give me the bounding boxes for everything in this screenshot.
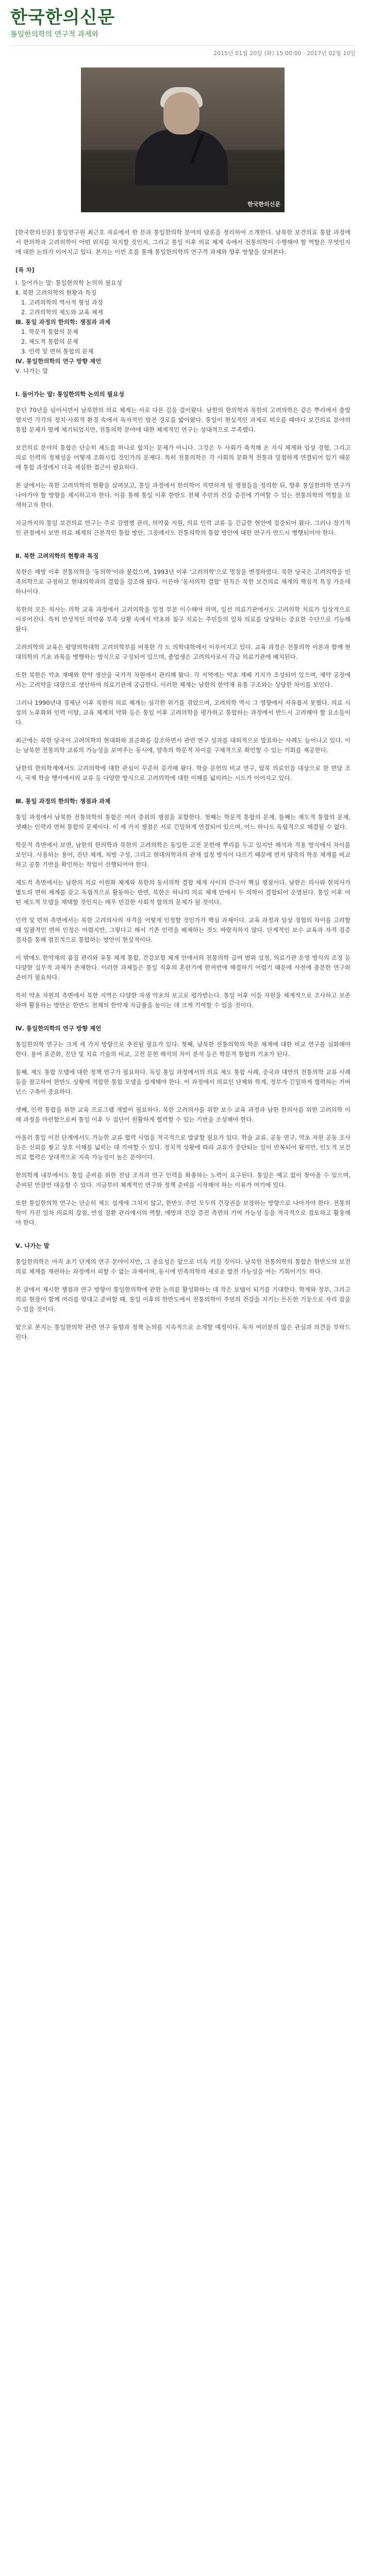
masthead [0,0,366,40]
body-paragraph: 제도적 측면에서는 남한의 의료 이원화 체계와 북한의 동서의학 결합 체계 사이의 간극이 핵심 쟁점이다. 남한은 의사와 한의사가 별도의 면허 체계를 갖고 독립적으로 활동하는 반면, 북한은 하나의 의료 체계 안에서 두 의학이 결합되어 운영된다. 통일 이후 어떤 제도적 모델을 채택할 것인지는 매우 민감한 사회적 합의의 문제가 될 것이다. [15,879,351,906]
toc-item[interactable]: Ⅴ. 나가는 말 [15,367,48,375]
section-title: Ⅳ. 통일한의학의 연구 방향 제언 [15,1025,102,1032]
body-paragraph: 남한의 한의학계에서도 고려의학에 대한 관심이 꾸준히 증가해 왔다. 학술 문헌의 비교 연구, 탈북 의료인을 대상으로 한 면담 조사, 국제 학술 행사에서의 교류 등 다양한 방식으로 고려의학에 대한 이해를 넓히려는 시도가 이어지고 있다. [15,765,351,782]
body-paragraph: 고려의학의 교육은 평양의학대학 고려의학부를 비롯한 각 도 의학대학에서 이루어지고 있다. 교육 과정은 전통의학 이론과 함께 현대의학의 기초 과목을 병행하는 방식으로 구성되어 있으며, 졸업생은 고려의사로서 각급 의료기관에 배치된다. [15,643,351,660]
section-title: Ⅰ. 들어가는 말: 통일한의학 논의의 필요성 [15,391,125,398]
toc-item[interactable]: Ⅰ. 들어가는 말: 통일한의학 논의의 필요성 [15,279,122,286]
body-paragraph: 통일한의학 연구는 크게 세 가지 방향으로 추진될 필요가 있다. 첫째, 남북한 전통의학의 학문 체계에 대한 비교 연구를 심화해야 한다. 용어 표준화, 진단 및 치료 기술의 비교, 고전 문헌 해석의 차이 분석 등은 학문적 통합의 기초가 된다. [15,1041,351,1058]
toc-item[interactable]: 2. 제도적 통합의 문제 [15,338,78,345]
body-paragraph: 북한의 모든 의사는 의학 교육 과정에서 고려의학을 일정 부분 이수해야 하며, 일선 의료기관에서도 고려의학 치료가 일상적으로 이루어진다. 특히 만성적인 의약품 부족 상황 속에서 약초와 침구 치료는 주민들의 일차 의료를 담당하는 중요한 수단으로 기능해 왔다. [15,606,351,633]
body-paragraph: 보건의료 분야의 통합은 단순히 제도를 하나로 합치는 문제가 아니다. 그것은 두 사회가 축적해 온 지식 체계와 임상 경험, 그리고 의료 인력의 정체성을 어떻게 조화시킬 것인가의 문제다. 특히 전통의학은 각 사회의 문화적 전통과 밀접하게 연결되어 있기 때문에 통합 과정에서 더욱 세심한 접근이 필요하다. [15,444,351,471]
site-logo[interactable]: 한국한의신문 [10,7,115,28]
section-title: Ⅱ. 북한 고려의학의 현황과 특징 [15,552,99,560]
body-paragraph: 그러나 1990년대 경제난 이후 북한의 의료 체계는 심각한 위기를 겪었으며, 고려의학 역시 그 영향에서 자유롭지 못했다. 의료 시설의 노후화와 인력 이탈, 교육 체계의 약화 등은 통일 이후 고려의학을 평가하고 통합하는 과정에서 반드시 고려해야 할 요소들이다. [15,699,351,726]
body-paragraph: 학문적 측면에서 보면, 남한의 한의학과 북한의 고려의학은 동일한 고전 문헌에 뿌리를 두고 있지만 해석과 적용 방식에서 차이를 보인다. 사용하는 용어, 진단 체계, 처방 구성, 그리고 현대의학과의 관계 설정 방식이 다르기 때문에 먼저 양측의 학문 체계를 비교하고 공통 기반을 확인하는 작업이 선행되어야 한다. [15,841,351,868]
body-paragraph: 분단 70년을 넘어서면서 남북한의 의료 체계는 서로 다른 길을 걸어왔다. 남한의 한의학과 북한의 고려의학은 같은 뿌리에서 출발했지만 각각의 정치·사회적 환경 속에서 독자적인 발전 경로를 밟아왔다. 통일이 현실적인 과제로 떠오를 때마다 보건의료 분야의 통합 문제가 함께 제기되었지만, 전통의학 분야에 대한 체계적인 연구는 상대적으로 부족했다. [15,406,351,433]
body-paragraph: 지금까지의 통일 보건의료 연구는 주로 감염병 관리, 의약품 지원, 의료 인력 교류 등 긴급한 현안에 집중되어 왔다. 그러나 장기적인 관점에서 보면 의료 체계의 근본적인 통합 방안, 그중에서도 전통의학의 통합 방안에 대한 연구가 반드시 병행되어야 한다. [15,519,351,536]
toc-item[interactable]: 3. 인력 및 면허 통합의 문제 [15,348,94,355]
body-paragraph: 통일한의학은 아직 초기 단계의 연구 분야이지만, 그 중요성은 앞으로 더욱 커질 것이다. 남북한 전통의학의 통합은 한반도의 보건의료 체계를 재편하는 과정에서 피할 수 없는 과제이며, 동시에 민족의학의 새로운 발전 가능성을 여는 기회이기도 하다. [15,1258,351,1275]
toc-item[interactable]: 1. 고려의학의 역사적 형성 과정 [15,299,103,306]
body-paragraph: 최근에는 북한 당국이 고려의학의 현대화와 표준화를 강조하면서 관련 연구 성과를 대외적으로 발표하는 사례도 늘어나고 있다. 이는 남북한 전통의학 교류의 가능성을 보여주는 동시에, 양측의 학문적 차이를 구체적으로 확인할 수 있는 기회를 제공한다. [15,737,351,754]
toc-item[interactable]: Ⅲ. 통일 과정의 한의학: 쟁점과 과제 [15,318,111,326]
body-paragraph: 둘째, 제도 통합 모델에 대한 정책 연구가 필요하다. 독일 통일 과정에서의 의료 제도 통합 사례, 중국과 대만의 전통의학 교류 사례 등을 참고하여 한반도 상황에 적합한 통합 모델을 설계해야 한다. 이 과정에서 의료인 단체와 학계, 정부가 긴밀하게 협력하는 거버넌스 구축이 중요하다. [15,1069,351,1095]
toc-item[interactable]: 2. 고려의학의 제도와 교육 체계 [15,309,103,316]
lead-paragraph: [한국한의신문] 통일연구원 최근호 자료에서 한 분과 통일한의학 분야의 담론을 정리하여 소개한다. 남북한 보건의료 통합 과정에서 한의학과 고려의학이 어떤 위치를 차지할 것인지, 그리고 통일 이후 의료 체계 속에서 전통의학이 수행해야 할 역할은 무엇인지에 대한 논의가 이어지고 있다. 본지는 이번 호를 통해 통일한의학의 연구적 과제와 향후 방향을 살펴본다. [15,229,351,256]
publish-date: 2015년 01월 20일 (화) 15:00:00 · 2017년 02월 10일 [10,45,356,57]
body-paragraph: 한의학계 내부에서도 통일 준비를 위한 전담 조직과 연구 인력을 확충하는 노력이 요구된다. 통일은 예고 없이 찾아올 수 있으며, 준비된 만큼만 대응할 수 있다. 지금부터 체계적인 연구와 정책 준비를 시작해야 하는 이유가 여기에 있다. [15,1172,351,1189]
speaker-photo [81,67,285,212]
article-sections [15,389,351,1342]
body-paragraph: 특히 약초 자원의 측면에서 북한 지역은 다양한 자생 약초의 보고로 평가받는다. 통일 이후 이들 자원을 체계적으로 조사하고 보존하며 활용하는 방안은 한반도 전체의 한약재 자급률을 높이는 데 크게 기여할 수 있을 것이다. [15,992,351,1009]
body-paragraph: 본 글에서는 북한 고려의학의 현황을 살펴보고, 통일 과정에서 한의학이 직면하게 될 쟁점들을 정리한 뒤, 향후 통일한의학 연구가 나아가야 할 방향을 제시하고자 한다. 이를 통해 통일 이후 한반도 전체 주민의 건강 증진에 기여할 수 있는 전통의학의 역할을 모색하고자 한다. [15,482,351,509]
body-paragraph: 또한 북한은 약초 재배와 한약 생산을 국가적 차원에서 관리해 왔다. 각 지역에는 약초 재배 기지가 조성되어 있으며, 제약 공장에서는 고려약을 대량으로 생산하여 의료기관에 공급한다. 이러한 체계는 남한의 한약재 유통 구조와는 상당한 차이를 보인다. [15,671,351,688]
body-paragraph: 본 글에서 제시한 쟁점과 연구 방향이 통일한의학에 관한 논의를 활성화하는 데 작은 보탬이 되기를 기대한다. 학계와 정부, 그리고 의료 현장이 함께 머리를 맞대고 준비할 때, 통일 이후의 한반도에서 전통의학이 주민의 건강을 지키는 든든한 기둥으로 자리 잡을 수 있을 것이다. [15,1286,351,1313]
body-paragraph: 인력 및 면허 측면에서는 북한 고려의사의 자격을 어떻게 인정할 것인가가 핵심 과제이다. 교육 과정과 임상 경험의 차이를 고려할 때 일괄적인 면허 인정은 어렵지만, 그렇다고 해서 기존 인력을 배제하는 것도 바람직하지 않다. 단계적인 보수 교육과 자격 검증 절차를 통해 점진적으로 통합하는 방안이 현실적이다. [15,917,351,943]
article-body [15,228,351,1342]
body-paragraph: 또한 통일한의학 연구는 단순히 제도 설계에 그치지 않고, 한반도 주민 모두의 건강권을 보장하는 방향으로 나아가야 한다. 전통의학이 가진 일차 의료의 강점, 만성 질환 관리에서의 역할, 예방과 건강 증진 측면의 기여 가능성 등을 적극적으로 검토하고 활용해야 한다. [15,1199,351,1226]
section-title: Ⅲ. 통일 과정의 한의학: 쟁점과 과제 [15,798,111,805]
body-paragraph: 북한은 해방 이후 전통의학을 '동의학'이라 불렀으며, 1993년 이후 '고려의학'으로 명칭을 변경하였다. 북한 당국은 고려의학을 민족의학으로 규정하고 현대의학과의 결합을 강조해 왔다. 이른바 '동서의학 결합' 원칙은 북한 보건의료 체계의 핵심적 특징 가운데 하나이다. [15,568,351,595]
body-paragraph: 이 밖에도 한약재의 품질 관리와 유통 체계 통합, 건강보험 체계 안에서의 전통의학 급여 범위 설정, 의료기관 운영 방식의 조정 등 다양한 실무적 과제가 존재한다. 이러한 과제들은 통일 직후의 혼란기에 한꺼번에 해결하기 어렵기 때문에 사전에 충분한 연구와 준비가 필요하다. [15,954,351,981]
toc-list [15,278,351,376]
section-title: Ⅴ. 나가는 말 [15,1242,49,1249]
body-paragraph: 아울러 통일 이전 단계에서도 가능한 교류 협력 사업을 적극적으로 발굴할 필요가 있다. 학술 교류, 공동 연구, 약초 자원 공동 조사 등은 신뢰를 쌓고 상호 이해를 넓히는 데 기여할 수 있다. 정치적 상황에 따라 교류가 중단되는 일이 반복되어 왔지만, 인도적 보건의료 협력은 상대적으로 지속 가능성이 높은 분야이다. [15,1134,351,1161]
toc-item[interactable]: 1. 학문적 통합의 문제 [15,328,78,335]
toc-item[interactable]: Ⅳ. 통일한의학의 연구 방향 제언 [15,358,102,365]
body-paragraph: 앞으로 본지는 통일한의학 관련 연구 동향과 정책 논의를 지속적으로 소개할 예정이다. 독자 여러분의 많은 관심과 의견을 부탁드린다. [15,1324,351,1341]
article-photo [81,67,285,212]
body-paragraph: 통일 과정에서 남북한 전통의학의 통합은 여러 층위의 쟁점을 포함한다. 첫째는 학문적 통합의 문제, 둘째는 제도적 통합의 문제, 셋째는 인력과 면허 통합의 문제이다. 이 세 가지 쟁점은 서로 긴밀하게 연결되어 있으며, 어느 하나도 독립적으로 해결될 수 없다. [15,814,351,831]
body-paragraph: 셋째, 인력 통합을 위한 교육 프로그램 개발이 필요하다. 북한 고려의사를 위한 보수 교육 과정과 남한 한의사를 위한 고려의학 이해 과정을 마련함으로써 통일 이후 두 집단이 원활하게 협력할 수 있는 기반을 조성해야 한다. [15,1106,351,1123]
photo-credit: 한국한의신문 [247,201,280,208]
toc-title: [목 차] [15,266,35,274]
toc-item[interactable]: Ⅱ. 북한 고려의학의 현황과 특징 [15,289,97,296]
article-headline: 통일한의학의 연구적 과제와 [10,30,99,39]
table-of-contents [15,265,351,376]
